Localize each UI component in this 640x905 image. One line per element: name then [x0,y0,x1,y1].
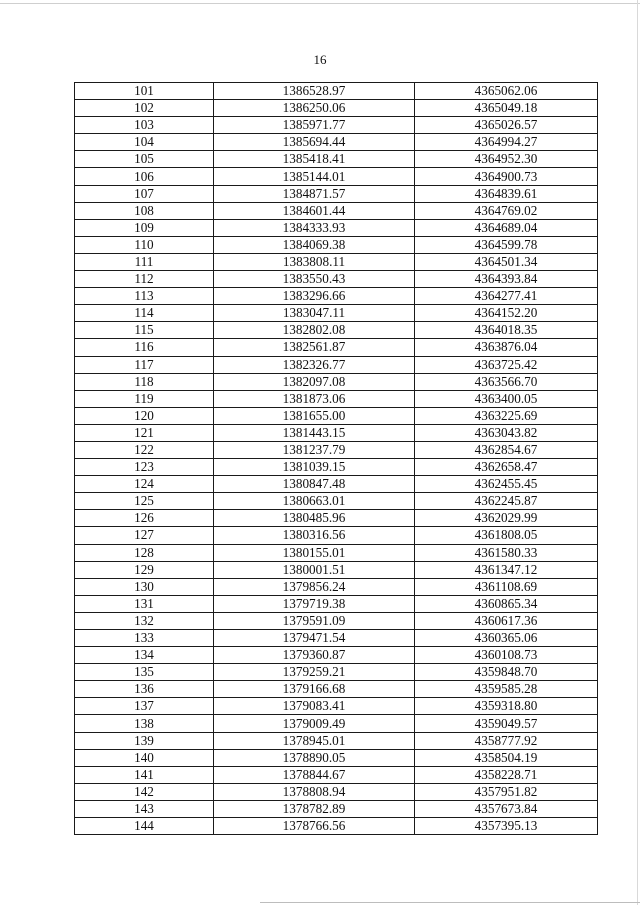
y-coordinate-cell: 4357951.82 [415,783,598,800]
y-coordinate-cell: 4363043.82 [415,424,598,441]
y-coordinate-cell: 4360365.06 [415,630,598,647]
y-coordinate-cell: 4361580.33 [415,544,598,561]
x-coordinate-cell: 1382802.08 [214,322,415,339]
point-number-cell: 125 [75,493,214,510]
x-coordinate-cell: 1384333.93 [214,219,415,236]
y-coordinate-cell: 4364994.27 [415,134,598,151]
x-coordinate-cell: 1378890.05 [214,749,415,766]
y-coordinate-cell: 4364152.20 [415,305,598,322]
x-coordinate-cell: 1380847.48 [214,476,415,493]
table-row [75,578,598,595]
y-coordinate-cell: 4363400.05 [415,390,598,407]
y-coordinate-cell: 4359049.57 [415,715,598,732]
table-row [75,783,598,800]
y-coordinate-cell: 4357673.84 [415,800,598,817]
x-coordinate-cell: 1380663.01 [214,493,415,510]
table-row [75,595,598,612]
y-coordinate-cell: 4361808.05 [415,527,598,544]
y-coordinate-cell: 4364689.04 [415,219,598,236]
point-number-cell: 103 [75,117,214,134]
x-coordinate-cell: 1381655.00 [214,407,415,424]
point-number-cell: 112 [75,271,214,288]
point-number-cell: 116 [75,339,214,356]
x-coordinate-cell: 1380001.51 [214,561,415,578]
y-coordinate-cell: 4360865.34 [415,595,598,612]
y-coordinate-cell: 4361108.69 [415,578,598,595]
y-coordinate-cell: 4363566.70 [415,373,598,390]
y-coordinate-cell: 4357395.13 [415,818,598,835]
table-row [75,151,598,168]
x-coordinate-cell: 1379259.21 [214,664,415,681]
point-number-cell: 105 [75,151,214,168]
table-row [75,681,598,698]
point-number-cell: 142 [75,783,214,800]
point-number-cell: 135 [75,664,214,681]
y-coordinate-cell: 4358504.19 [415,749,598,766]
point-number-cell: 143 [75,800,214,817]
y-coordinate-cell: 4364501.34 [415,253,598,270]
table-row [75,818,598,835]
point-number-cell: 129 [75,561,214,578]
x-coordinate-cell: 1381443.15 [214,424,415,441]
point-number-cell: 126 [75,510,214,527]
table-row [75,253,598,270]
table-row [75,493,598,510]
x-coordinate-cell: 1385418.41 [214,151,415,168]
point-number-cell: 114 [75,305,214,322]
point-number-cell: 133 [75,630,214,647]
y-coordinate-cell: 4359318.80 [415,698,598,715]
y-coordinate-cell: 4364277.41 [415,288,598,305]
x-coordinate-cell: 1383047.11 [214,305,415,322]
table-row [75,390,598,407]
table-row [75,288,598,305]
point-number-cell: 118 [75,373,214,390]
point-number-cell: 122 [75,441,214,458]
scan-edge-bottom [260,902,640,903]
table-row [75,202,598,219]
table-row [75,271,598,288]
table-row [75,236,598,253]
table-row [75,134,598,151]
y-coordinate-cell: 4362455.45 [415,476,598,493]
x-coordinate-cell: 1383808.11 [214,253,415,270]
y-coordinate-cell: 4362029.99 [415,510,598,527]
point-number-cell: 136 [75,681,214,698]
y-coordinate-cell: 4362854.67 [415,441,598,458]
table-row [75,373,598,390]
point-number-cell: 137 [75,698,214,715]
x-coordinate-cell: 1385144.01 [214,168,415,185]
point-number-cell: 113 [75,288,214,305]
y-coordinate-cell: 4364393.84 [415,271,598,288]
x-coordinate-cell: 1378782.89 [214,800,415,817]
point-number-cell: 121 [75,424,214,441]
point-number-cell: 120 [75,407,214,424]
table-row [75,356,598,373]
table-row [75,322,598,339]
y-coordinate-cell: 4363725.42 [415,356,598,373]
point-number-cell: 130 [75,578,214,595]
table-row [75,424,598,441]
x-coordinate-cell: 1379360.87 [214,647,415,664]
table-row [75,168,598,185]
x-coordinate-cell: 1382097.08 [214,373,415,390]
point-number-cell: 140 [75,749,214,766]
table-row [75,715,598,732]
y-coordinate-cell: 4364599.78 [415,236,598,253]
point-number-cell: 141 [75,766,214,783]
point-number-cell: 123 [75,459,214,476]
table-row [75,732,598,749]
coordinates-table [74,82,598,835]
table-row [75,664,598,681]
x-coordinate-cell: 1383296.66 [214,288,415,305]
table-row [75,83,598,100]
x-coordinate-cell: 1378808.94 [214,783,415,800]
y-coordinate-cell: 4365049.18 [415,100,598,117]
x-coordinate-cell: 1378945.01 [214,732,415,749]
point-number-cell: 102 [75,100,214,117]
point-number-cell: 132 [75,612,214,629]
table-row [75,800,598,817]
y-coordinate-cell: 4364839.61 [415,185,598,202]
table-row [75,100,598,117]
point-number-cell: 131 [75,595,214,612]
coordinates-table-body [75,83,598,835]
point-number-cell: 101 [75,83,214,100]
y-coordinate-cell: 4365026.57 [415,117,598,134]
x-coordinate-cell: 1379719.38 [214,595,415,612]
x-coordinate-cell: 1384871.57 [214,185,415,202]
y-coordinate-cell: 4363876.04 [415,339,598,356]
y-coordinate-cell: 4365062.06 [415,83,598,100]
scan-edge-top [0,3,640,4]
table-row [75,647,598,664]
y-coordinate-cell: 4362658.47 [415,459,598,476]
y-coordinate-cell: 4360617.36 [415,612,598,629]
y-coordinate-cell: 4364769.02 [415,202,598,219]
table-row [75,459,598,476]
x-coordinate-cell: 1381873.06 [214,390,415,407]
table-row [75,476,598,493]
point-number-cell: 115 [75,322,214,339]
point-number-cell: 119 [75,390,214,407]
x-coordinate-cell: 1379083.41 [214,698,415,715]
x-coordinate-cell: 1379856.24 [214,578,415,595]
table-row [75,117,598,134]
table-row [75,612,598,629]
table-row [75,766,598,783]
x-coordinate-cell: 1380316.56 [214,527,415,544]
x-coordinate-cell: 1385694.44 [214,134,415,151]
table-row [75,527,598,544]
y-coordinate-cell: 4364900.73 [415,168,598,185]
table-row [75,561,598,578]
point-number-cell: 108 [75,202,214,219]
x-coordinate-cell: 1384069.38 [214,236,415,253]
table-row [75,407,598,424]
x-coordinate-cell: 1379471.54 [214,630,415,647]
x-coordinate-cell: 1379591.09 [214,612,415,629]
x-coordinate-cell: 1382561.87 [214,339,415,356]
y-coordinate-cell: 4361347.12 [415,561,598,578]
table-row [75,339,598,356]
x-coordinate-cell: 1382326.77 [214,356,415,373]
x-coordinate-cell: 1384601.44 [214,202,415,219]
x-coordinate-cell: 1385971.77 [214,117,415,134]
table-row [75,305,598,322]
y-coordinate-cell: 4358777.92 [415,732,598,749]
point-number-cell: 128 [75,544,214,561]
x-coordinate-cell: 1379009.49 [214,715,415,732]
y-coordinate-cell: 4364018.35 [415,322,598,339]
point-number-cell: 109 [75,219,214,236]
y-coordinate-cell: 4363225.69 [415,407,598,424]
y-coordinate-cell: 4364952.30 [415,151,598,168]
x-coordinate-cell: 1383550.43 [214,271,415,288]
y-coordinate-cell: 4359848.70 [415,664,598,681]
x-coordinate-cell: 1381039.15 [214,459,415,476]
y-coordinate-cell: 4360108.73 [415,647,598,664]
point-number-cell: 111 [75,253,214,270]
y-coordinate-cell: 4362245.87 [415,493,598,510]
y-coordinate-cell: 4359585.28 [415,681,598,698]
point-number-cell: 110 [75,236,214,253]
x-coordinate-cell: 1378844.67 [214,766,415,783]
table-row [75,544,598,561]
scan-edge-right [637,0,638,905]
y-coordinate-cell: 4358228.71 [415,766,598,783]
x-coordinate-cell: 1379166.68 [214,681,415,698]
page-number: 16 [313,52,327,67]
point-number-cell: 144 [75,818,214,835]
x-coordinate-cell: 1378766.56 [214,818,415,835]
point-number-cell: 134 [75,647,214,664]
point-number-cell: 117 [75,356,214,373]
x-coordinate-cell: 1386250.06 [214,100,415,117]
point-number-cell: 138 [75,715,214,732]
table-row [75,441,598,458]
x-coordinate-cell: 1380155.01 [214,544,415,561]
point-number-cell: 124 [75,476,214,493]
point-number-cell: 107 [75,185,214,202]
table-row [75,630,598,647]
point-number-cell: 106 [75,168,214,185]
table-row [75,219,598,236]
x-coordinate-cell: 1386528.97 [214,83,415,100]
table-row [75,510,598,527]
point-number-cell: 127 [75,527,214,544]
table-row [75,698,598,715]
table-row [75,185,598,202]
x-coordinate-cell: 1381237.79 [214,441,415,458]
x-coordinate-cell: 1380485.96 [214,510,415,527]
point-number-cell: 104 [75,134,214,151]
point-number-cell: 139 [75,732,214,749]
table-row [75,749,598,766]
